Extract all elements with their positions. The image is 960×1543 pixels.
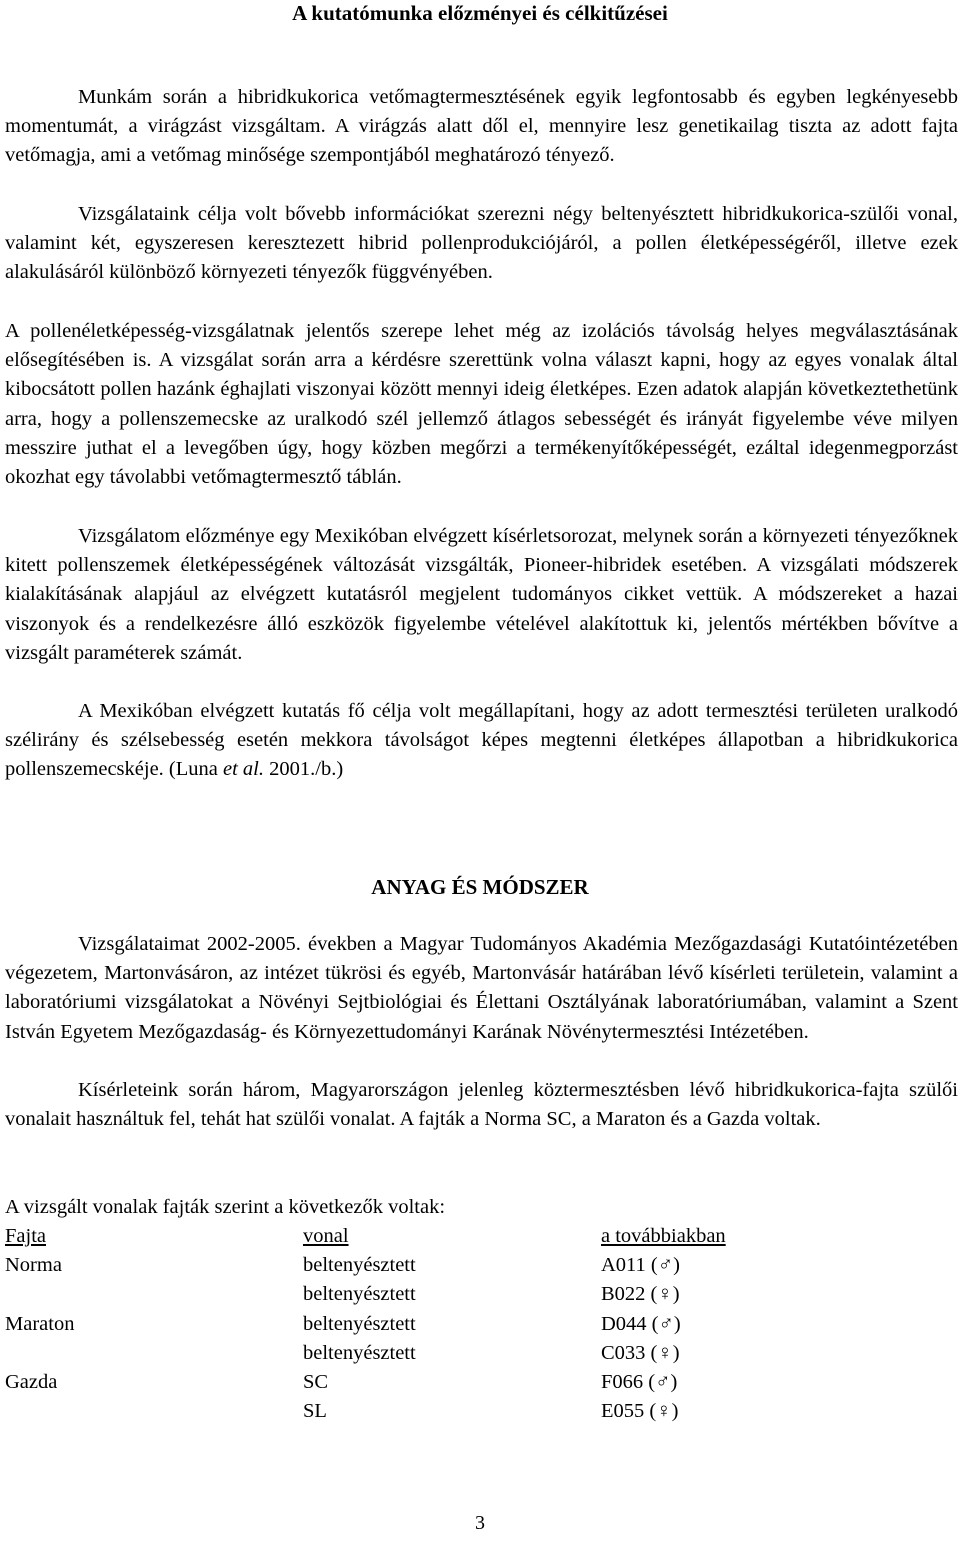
- table-header-row: [5, 1222, 765, 1251]
- paragraph-aims: Vizsgálataink célja volt bővebb információkat szerezni négy beltenyésztett hibridkukorica-szülői vonal, valamint két, egyszeresen keresztezett hibrid pollenprodukciójáról, a pollen életképességéről, illetve ezek alakulásáról különböző környezeti tényezők függvényében.: [5, 203, 958, 284]
- table-row: [5, 1251, 765, 1280]
- cell-line: beltenyésztett: [303, 1341, 416, 1364]
- header-vonal: vonal: [303, 1225, 349, 1247]
- cell-line: beltenyésztett: [303, 1254, 416, 1277]
- section-title-background: A kutatómunka előzményei és célkitűzései: [292, 1, 668, 25]
- section-title-methods: ANYAG ÉS MÓDSZER: [371, 875, 589, 899]
- cell-variety: Norma: [5, 1254, 62, 1277]
- cell-code: C033 (♀): [601, 1341, 680, 1364]
- table-row: [5, 1310, 765, 1339]
- cell-variety: [5, 1280, 303, 1309]
- table-row: [5, 1397, 765, 1426]
- cell-code: F066 (♂): [601, 1371, 678, 1394]
- header-tovabbiakban: a továbbiakban: [601, 1225, 726, 1247]
- cell-code: E055 (♀): [601, 1400, 679, 1423]
- cell-line: SL: [303, 1400, 327, 1423]
- cell-line: SC: [303, 1371, 329, 1394]
- cell-code: A011 (♂): [601, 1254, 680, 1277]
- table-row: [5, 1339, 765, 1368]
- list-intro: A vizsgált vonalak fajták szerint a következők voltak:: [5, 1196, 446, 1218]
- paragraph-pollen-viability: A pollenéletképesség-vizsgálatnak jelentős szerepe lehet még az izolációs távolság helyes megválasztásának elősegítésében is. A vizsgálat során arra a kérdésre szerettünk volna választ kapni, hogy az egyes vonalak által kibocsátott pollen hazánk éghajlati viszonyai között mennyi ideig életképes. Ezen adatok alapján következtethetünk arra, hogy a pollenszemecske az uralkodó szél jellemző átlagos sebességét és irányát figyelembe véve milyen messzire juthat el a levegőben úgy, hogy közben megőrzi a termékenyítőképességét, ezáltal idegenmegporzást okozhat egy távolabbi vetőmagtermesztő táblán.: [5, 320, 958, 489]
- cell-code: D044 (♂): [601, 1312, 681, 1335]
- lines-table: [5, 1222, 765, 1426]
- paragraph-hybrids: Kísérleteink során három, Magyarországon jelenleg köztermesztésben lévő hibridkukorica-fajta szülői vonalait használtuk fel, tehát hat szülői vonalat. A fajták a Norma SC, a Maraton és a Gazda voltak.: [5, 1079, 958, 1131]
- paragraph-mexico-aim: A Mexikóban elvégzett kutatás fő célja volt megállapítani, hogy az adott termesztési területen uralkodó szélirány és szélsebesség esetén mekkora távolságot képes megtenni életképes állapotban a hibridkukorica pollenszemecskéje. (Luna et al. 2001./b.): [5, 700, 958, 781]
- page-number: 3: [475, 1512, 485, 1534]
- table-row: [5, 1280, 765, 1309]
- header-fajta: Fajta: [5, 1225, 46, 1247]
- cell-variety: [5, 1397, 303, 1426]
- paragraph-location: Vizsgálataimat 2002-2005. években a Magyar Tudományos Akadémia Mezőgazdasági Kutatóintézetében végezetem, Martonvásáron, az intézet tükrösi és egyéb, Martonvásár határában lévő kísérleti területein, valamint a laboratóriumi vizsgálatokat a Növényi Sejtbiológiai és Élettani Osztályának laboratóriumában, valamint a Szent István Egyetem Mezőgazdaság- és Környezettudományi Karának Növénytermesztési Intézetében.: [5, 933, 958, 1043]
- cell-variety: Maraton: [5, 1312, 75, 1335]
- cell-code: B022 (♀): [601, 1283, 680, 1306]
- cell-variety: Gazda: [5, 1371, 58, 1394]
- paragraph-mexico-background: Vizsgálatom előzménye egy Mexikóban elvégzett kísérletsorozat, melynek során a környezeti tényezőknek kitett pollenszemek életképességének változását vizsgálták, Pioneer-hibridek esetében. A vizsgálati módszerek kialakításának alapjául az elvégzett kutatásról megjelent tudományos cikket vettük. A módszereket a hazai viszonyok és a rendelkezésre álló eszközök figyelembe vételével alakítottuk ki, jelentős mértékben bővítve a vizsgált paraméterek számát.: [5, 525, 958, 664]
- italic-et-al: et al.: [223, 758, 265, 781]
- cell-line: beltenyésztett: [303, 1312, 416, 1335]
- cell-variety: [5, 1339, 303, 1368]
- cell-line: beltenyésztett: [303, 1283, 416, 1306]
- table-row: [5, 1368, 765, 1397]
- paragraph-intro: Munkám során a hibridkukorica vetőmagtermesztésének egyik legfontosabb és egyben legkényesebb momentumát, a virágzást vizsgáltam. A virágzás alatt dől el, mennyire lesz genetikailag tiszta az adott fajta vetőmagja, ami a vetőmag minősége szempontjából meghatározó tényező.: [5, 86, 958, 167]
